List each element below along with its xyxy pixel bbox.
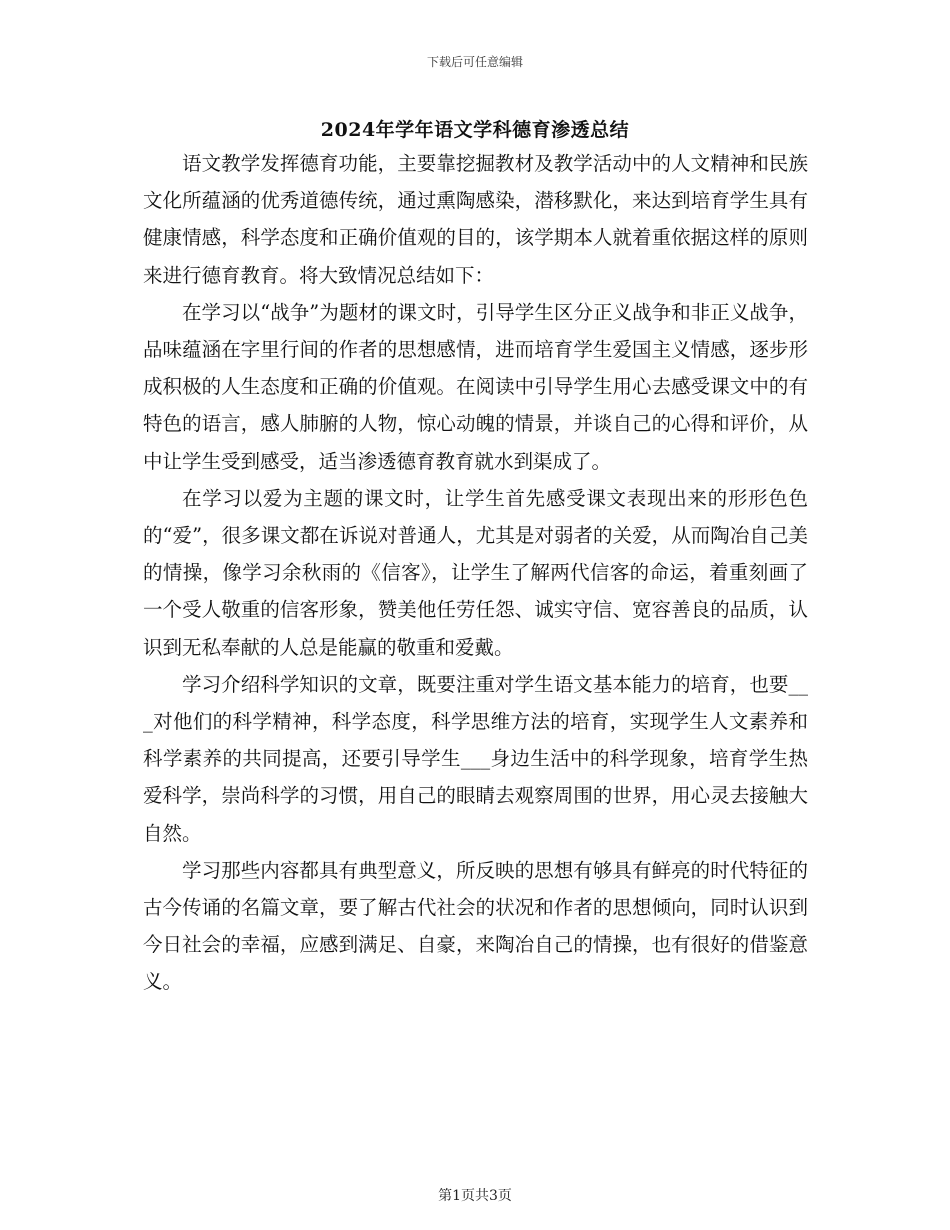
paragraph-science-articles: 学习介绍科学知识的文章，既要注重对学生语文基本能力的培育，也要___对他们的科学精神，科学态度，科学思维方法的培育，实现学生人文素养和科学素养的共同提高，还要引导学生___身边生活中的科学现象，培育学生热爱科学，崇尚科学的习惯，用自己的眼睛去观察周围的世界，用心灵去接触大自然。 — [143, 672, 808, 845]
document-body — [143, 145, 808, 1001]
paragraph-love-theme: 在学习以爱为主题的课文时，让学生首先感受课文表现出来的形形色色的“爱”，很多课文都在诉说对普通人，尤其是对弱者的关爱，从而陶冶自己美的情操，像学习余秋雨的《信客》，让学生了解两代信客的命运，着重刻画了一个受人敬重的信客形象，赞美他任劳任怨、诚实守信、宽容善良的品质，认识到无私奉献的人总是能赢的敬重和爱戴。 — [143, 486, 808, 659]
document-title: 2024年学年语文学科德育渗透总结 — [320, 119, 630, 141]
paragraph-classic-works: 学习那些内容都具有典型意义，所反映的思想有够具有鲜亮的时代特征的古今传诵的名篇文章，要了解古代社会的状况和作者的思想倾向，同时认识到今日社会的幸福，应感到满足、自豪，来陶冶自己的情操，也有很好的借鉴意义。 — [143, 858, 808, 994]
paragraph-intro: 语文教学发挥德育功能，主要靠挖掘教材及教学活动中的人文精神和民族文化所蕴涵的优秀道德传统，通过熏陶感染，潜移默化，来达到培育学生具有健康情感，科学态度和正确价值观的目的，该学期本人就着重依据这样的原则来进行德育教育。将大致情况总结如下： — [143, 152, 808, 287]
page-footer-number: 第1页共3页 — [438, 1188, 512, 1204]
paragraph-war-theme: 在学习以“战争”为题材的课文时，引导学生区分正义战争和非正义战争，品味蕴涵在字里行间的作者的思想感情，进而培育学生爱国主义情感，逐步形成积极的人生态度和正确的价值观。在阅读中引导学生用心去感受课文中的有特色的语言，感人肺腑的人物，惊心动魄的情景，并谈自己的心得和评价，从中让学生受到感受，适当渗透德育教育就水到渠成了。 — [143, 300, 808, 473]
page-header-note: 下载后可任意编辑 — [426, 55, 523, 69]
